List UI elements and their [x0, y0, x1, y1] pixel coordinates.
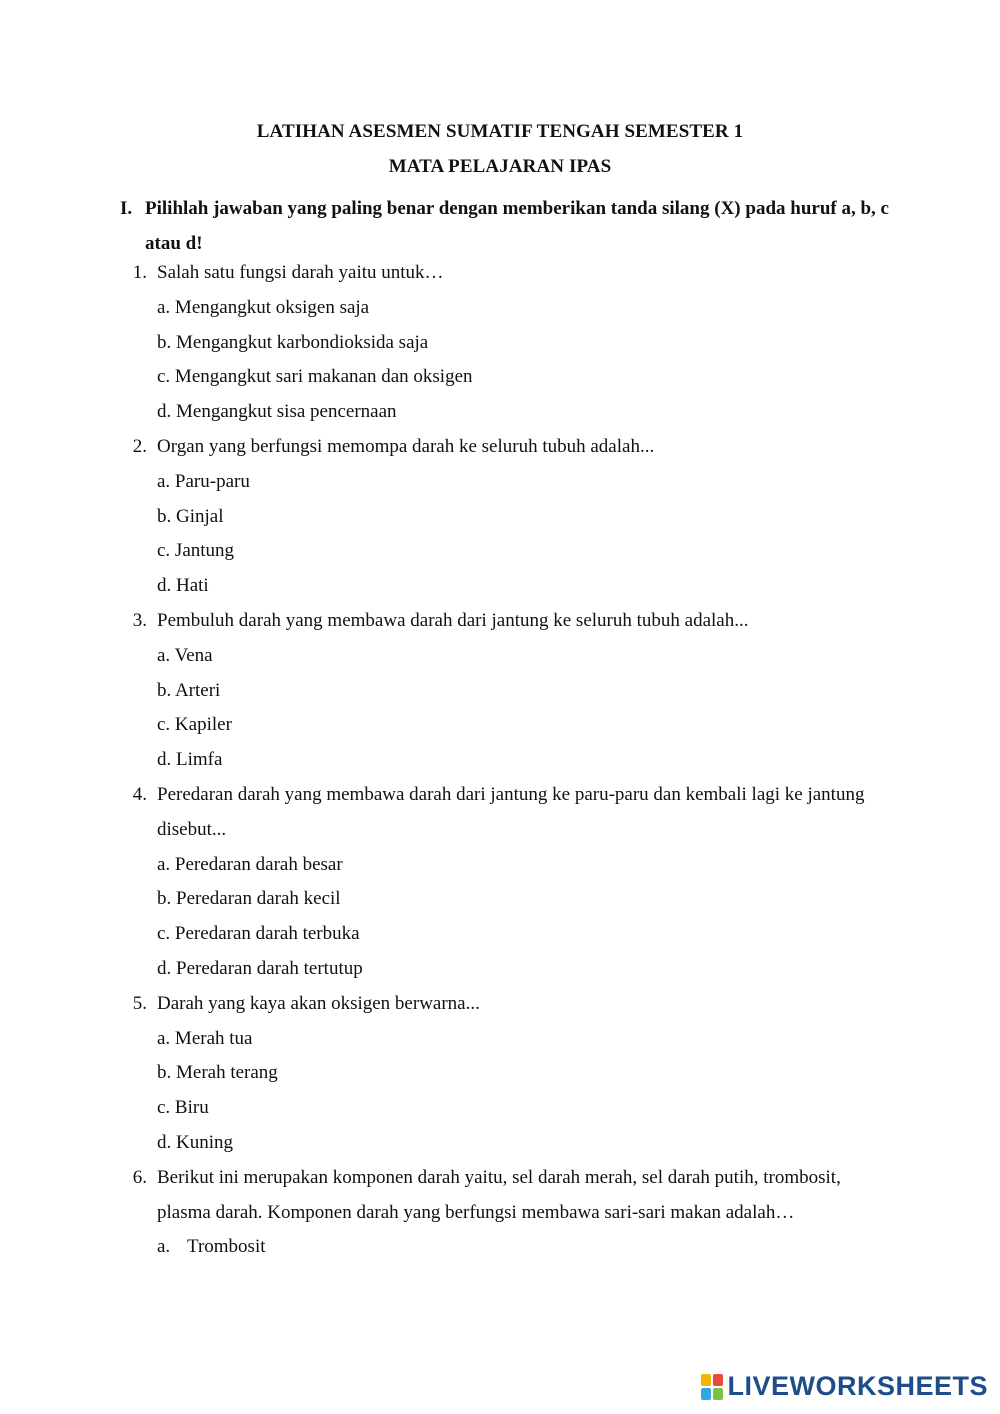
answer-option[interactable]: c. Peredaran darah terbuka	[157, 923, 360, 945]
question-text: Peredaran darah yang membawa darah dari jantung ke paru-paru dan kembali lagi ke jantung disebut...	[157, 783, 865, 840]
question-number: 5.	[132, 992, 147, 1014]
question-text: Darah yang kaya akan oksigen berwarna...	[157, 992, 480, 1014]
option-text: Trombosit	[187, 1236, 266, 1258]
question-1	[125, 256, 885, 430]
question-list	[125, 256, 885, 1265]
answer-option[interactable]: a. Mengangkut oksigen saja	[157, 296, 370, 318]
question-5	[125, 987, 885, 1161]
answer-option[interactable]: c. Jantung	[157, 540, 235, 562]
subject-title: MATA PELAJARAN IPAS	[388, 156, 612, 177]
liveworksheets-logo-icon	[701, 1374, 723, 1400]
logo-square-bl	[701, 1388, 711, 1400]
answer-option[interactable]: d. Mengangkut sisa pencernaan	[157, 401, 397, 423]
answer-option[interactable]: b. Merah terang	[157, 1062, 278, 1084]
answer-options	[125, 848, 885, 987]
worksheet-title: LATIHAN ASESMEN SUMATIF TENGAH SEMESTER 1	[256, 121, 744, 142]
question-2	[125, 430, 885, 604]
question-number: 1.	[132, 262, 147, 283]
answer-options	[125, 639, 885, 778]
answer-options	[125, 291, 885, 430]
instruction	[120, 191, 900, 261]
liveworksheets-logo	[701, 1371, 988, 1402]
logo-square-tr	[713, 1374, 723, 1386]
question-text: Pembuluh darah yang membawa darah dari jantung ke seluruh tubuh adalah...	[157, 609, 749, 631]
answer-option[interactable]: c. Mengangkut sari makanan dan oksigen	[157, 366, 473, 388]
answer-option[interactable]: a. Vena	[157, 644, 213, 666]
section-numeral: I.	[120, 198, 133, 219]
answer-option[interactable]: c. Biru	[157, 1097, 209, 1119]
answer-option[interactable]: a. Peredaran darah besar	[157, 853, 343, 875]
answer-option[interactable]: b. Arteri	[157, 679, 221, 701]
question-6	[125, 1161, 885, 1265]
answer-options	[125, 465, 885, 604]
answer-option[interactable]: b. Ginjal	[157, 505, 224, 527]
answer-option[interactable]	[157, 1230, 885, 1265]
question-number: 3.	[132, 609, 147, 631]
question-text: Organ yang berfungsi memompa darah ke seluruh tubuh adalah...	[157, 435, 655, 457]
answer-option[interactable]: d. Hati	[157, 575, 209, 597]
answer-option[interactable]: b. Peredaran darah kecil	[157, 888, 341, 910]
answer-options	[125, 1022, 885, 1161]
logo-text: LIVEWORKSHEETS	[727, 1371, 988, 1401]
answer-option[interactable]: c. Kapiler	[157, 714, 232, 736]
answer-option[interactable]: a. Merah tua	[157, 1027, 253, 1049]
logo-square-tl	[701, 1374, 711, 1386]
answer-option[interactable]: d. Limfa	[157, 749, 223, 771]
question-number: 2.	[132, 435, 147, 457]
question-4	[125, 778, 885, 987]
answer-option[interactable]: b. Mengangkut karbondioksida saja	[157, 331, 429, 353]
question-number: 6.	[132, 1166, 147, 1188]
question-text: Salah satu fungsi darah yaitu untuk…	[157, 262, 444, 283]
answer-options	[125, 1230, 885, 1265]
answer-option[interactable]: d. Kuning	[157, 1131, 233, 1153]
logo-square-br	[713, 1388, 723, 1400]
question-3	[125, 604, 885, 778]
answer-option[interactable]: d. Peredaran darah tertutup	[157, 957, 363, 979]
answer-option[interactable]: a. Paru-paru	[157, 470, 250, 492]
question-number: 4.	[132, 783, 147, 805]
instruction-text: Pilihlah jawaban yang paling benar dengan memberikan tanda silang (X) pada huruf a, b, c atau d!	[145, 198, 889, 254]
question-text: Berikut ini merupakan komponen darah yaitu, sel darah merah, sel darah putih, trombosit, plasma darah. Komponen darah yang berfungsi membawa sari-sari makan adalah…	[157, 1166, 841, 1223]
option-letter: a.	[157, 1236, 171, 1258]
